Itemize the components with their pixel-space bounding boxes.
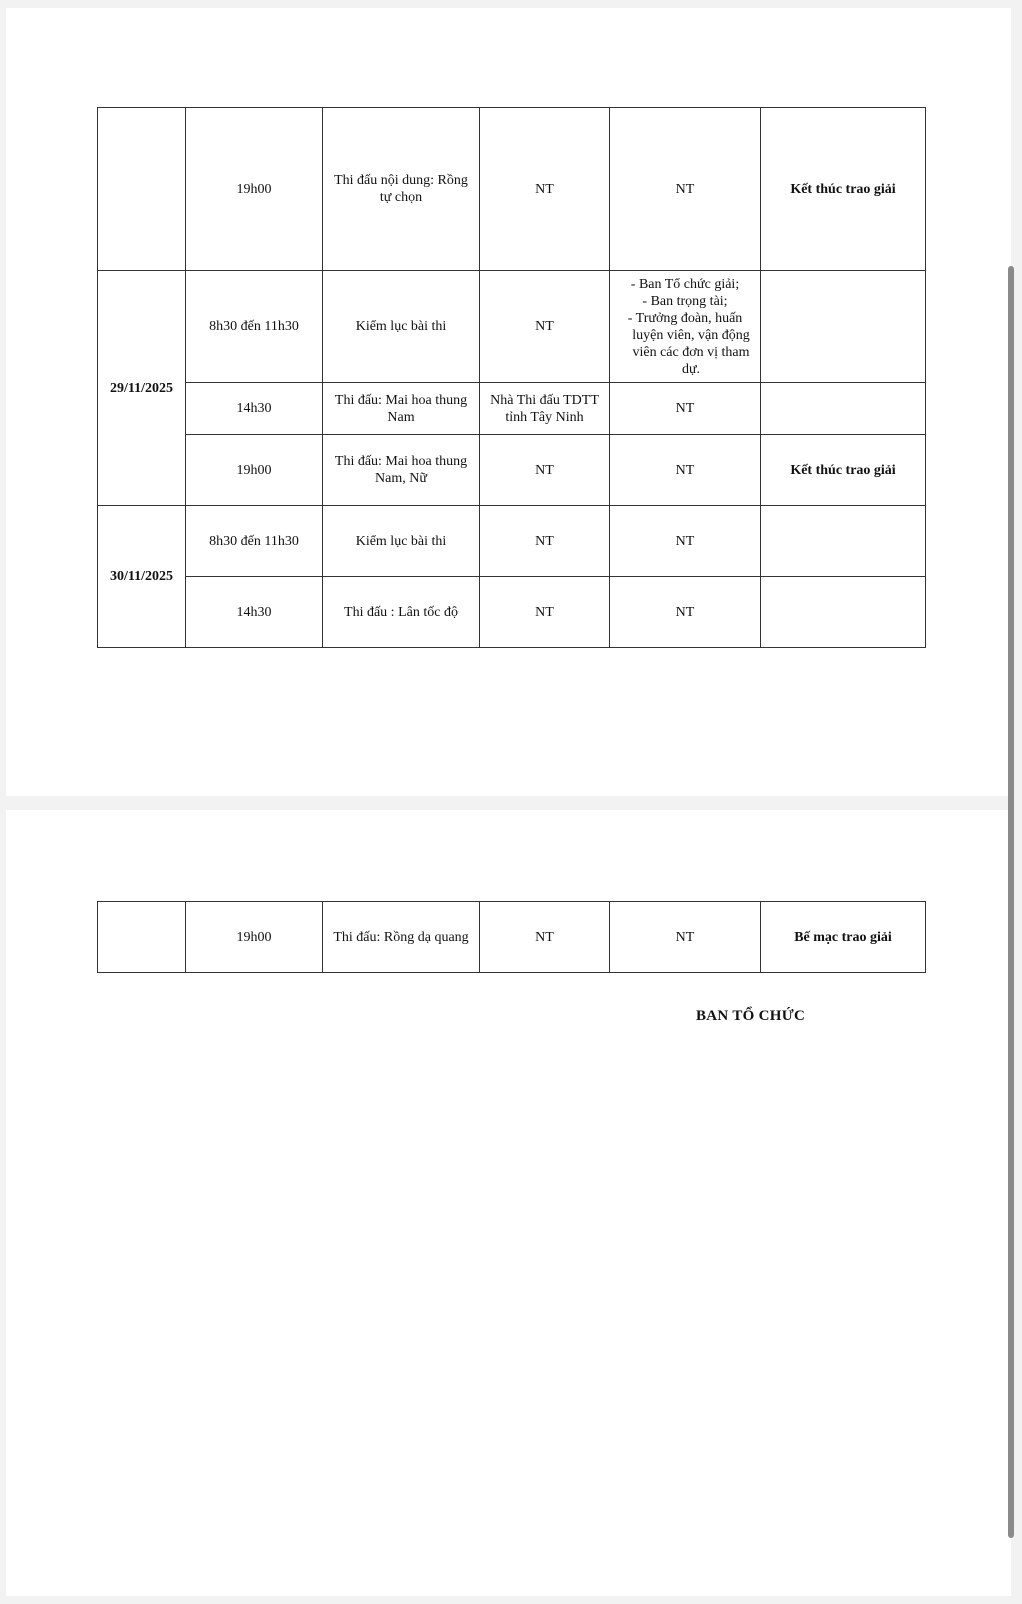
participants-list — [616, 276, 754, 378]
note-cell: Kết thúc trao giải — [761, 108, 926, 271]
table-row — [98, 271, 926, 383]
list-item: - Ban trọng tài; — [616, 293, 754, 310]
document-page-1 — [6, 8, 1011, 796]
note-cell — [761, 577, 926, 648]
venue-cell: NT — [480, 108, 610, 271]
date-cell: 30/11/2025 — [98, 506, 186, 648]
table-row — [98, 383, 926, 435]
content-cell: Thi đấu nội dung: Rồng tự chọn — [323, 108, 480, 271]
note-cell: Bế mạc trao giải — [761, 902, 926, 973]
participants-cell — [610, 271, 761, 383]
time-cell: 8h30 đến 11h30 — [186, 506, 323, 577]
table-row — [98, 577, 926, 648]
list-item: - Ban Tổ chức giải; — [616, 276, 754, 293]
venue-cell: NT — [480, 271, 610, 383]
schedule-table — [97, 107, 926, 648]
date-cell — [98, 902, 186, 973]
note-cell — [761, 383, 926, 435]
venue-cell: Nhà Thi đấu TDTT tỉnh Tây Ninh — [480, 383, 610, 435]
participants-cell: NT — [610, 435, 761, 506]
content-cell: Kiểm lục bài thi — [323, 506, 480, 577]
participants-cell: NT — [610, 577, 761, 648]
time-cell: 19h00 — [186, 435, 323, 506]
time-cell: 14h30 — [186, 383, 323, 435]
organizer-signature: BAN TỔ CHỨC — [696, 1008, 806, 1024]
note-cell: Kết thúc trao giải — [761, 435, 926, 506]
list-item: - Trưởng đoàn, huấn luyện viên, vận động viên các đơn vị tham dự. — [616, 310, 754, 378]
document-page-2 — [6, 810, 1011, 1596]
venue-cell: NT — [480, 577, 610, 648]
venue-cell: NT — [480, 506, 610, 577]
table-row — [98, 506, 926, 577]
date-cell — [98, 108, 186, 271]
time-cell: 8h30 đến 11h30 — [186, 271, 323, 383]
content-cell: Kiểm lục bài thi — [323, 271, 480, 383]
content-cell: Thi đấu: Mai hoa thung Nam — [323, 383, 480, 435]
time-cell: 14h30 — [186, 577, 323, 648]
participants-cell: NT — [610, 108, 761, 271]
venue-cell: NT — [480, 435, 610, 506]
venue-cell: NT — [480, 902, 610, 973]
table-row — [98, 108, 926, 271]
participants-cell: NT — [610, 902, 761, 973]
note-cell — [761, 506, 926, 577]
scrollbar[interactable] — [1008, 266, 1014, 1538]
schedule-table — [97, 901, 926, 973]
participants-cell: NT — [610, 383, 761, 435]
table-row — [98, 435, 926, 506]
time-cell: 19h00 — [186, 902, 323, 973]
content-cell: Thi đấu: Rồng dạ quang — [323, 902, 480, 973]
date-cell: 29/11/2025 — [98, 271, 186, 506]
content-cell: Thi đấu : Lân tốc độ — [323, 577, 480, 648]
time-cell: 19h00 — [186, 108, 323, 271]
note-cell — [761, 271, 926, 383]
content-cell: Thi đấu: Mai hoa thung Nam, Nữ — [323, 435, 480, 506]
table-row — [98, 902, 926, 973]
participants-cell: NT — [610, 506, 761, 577]
